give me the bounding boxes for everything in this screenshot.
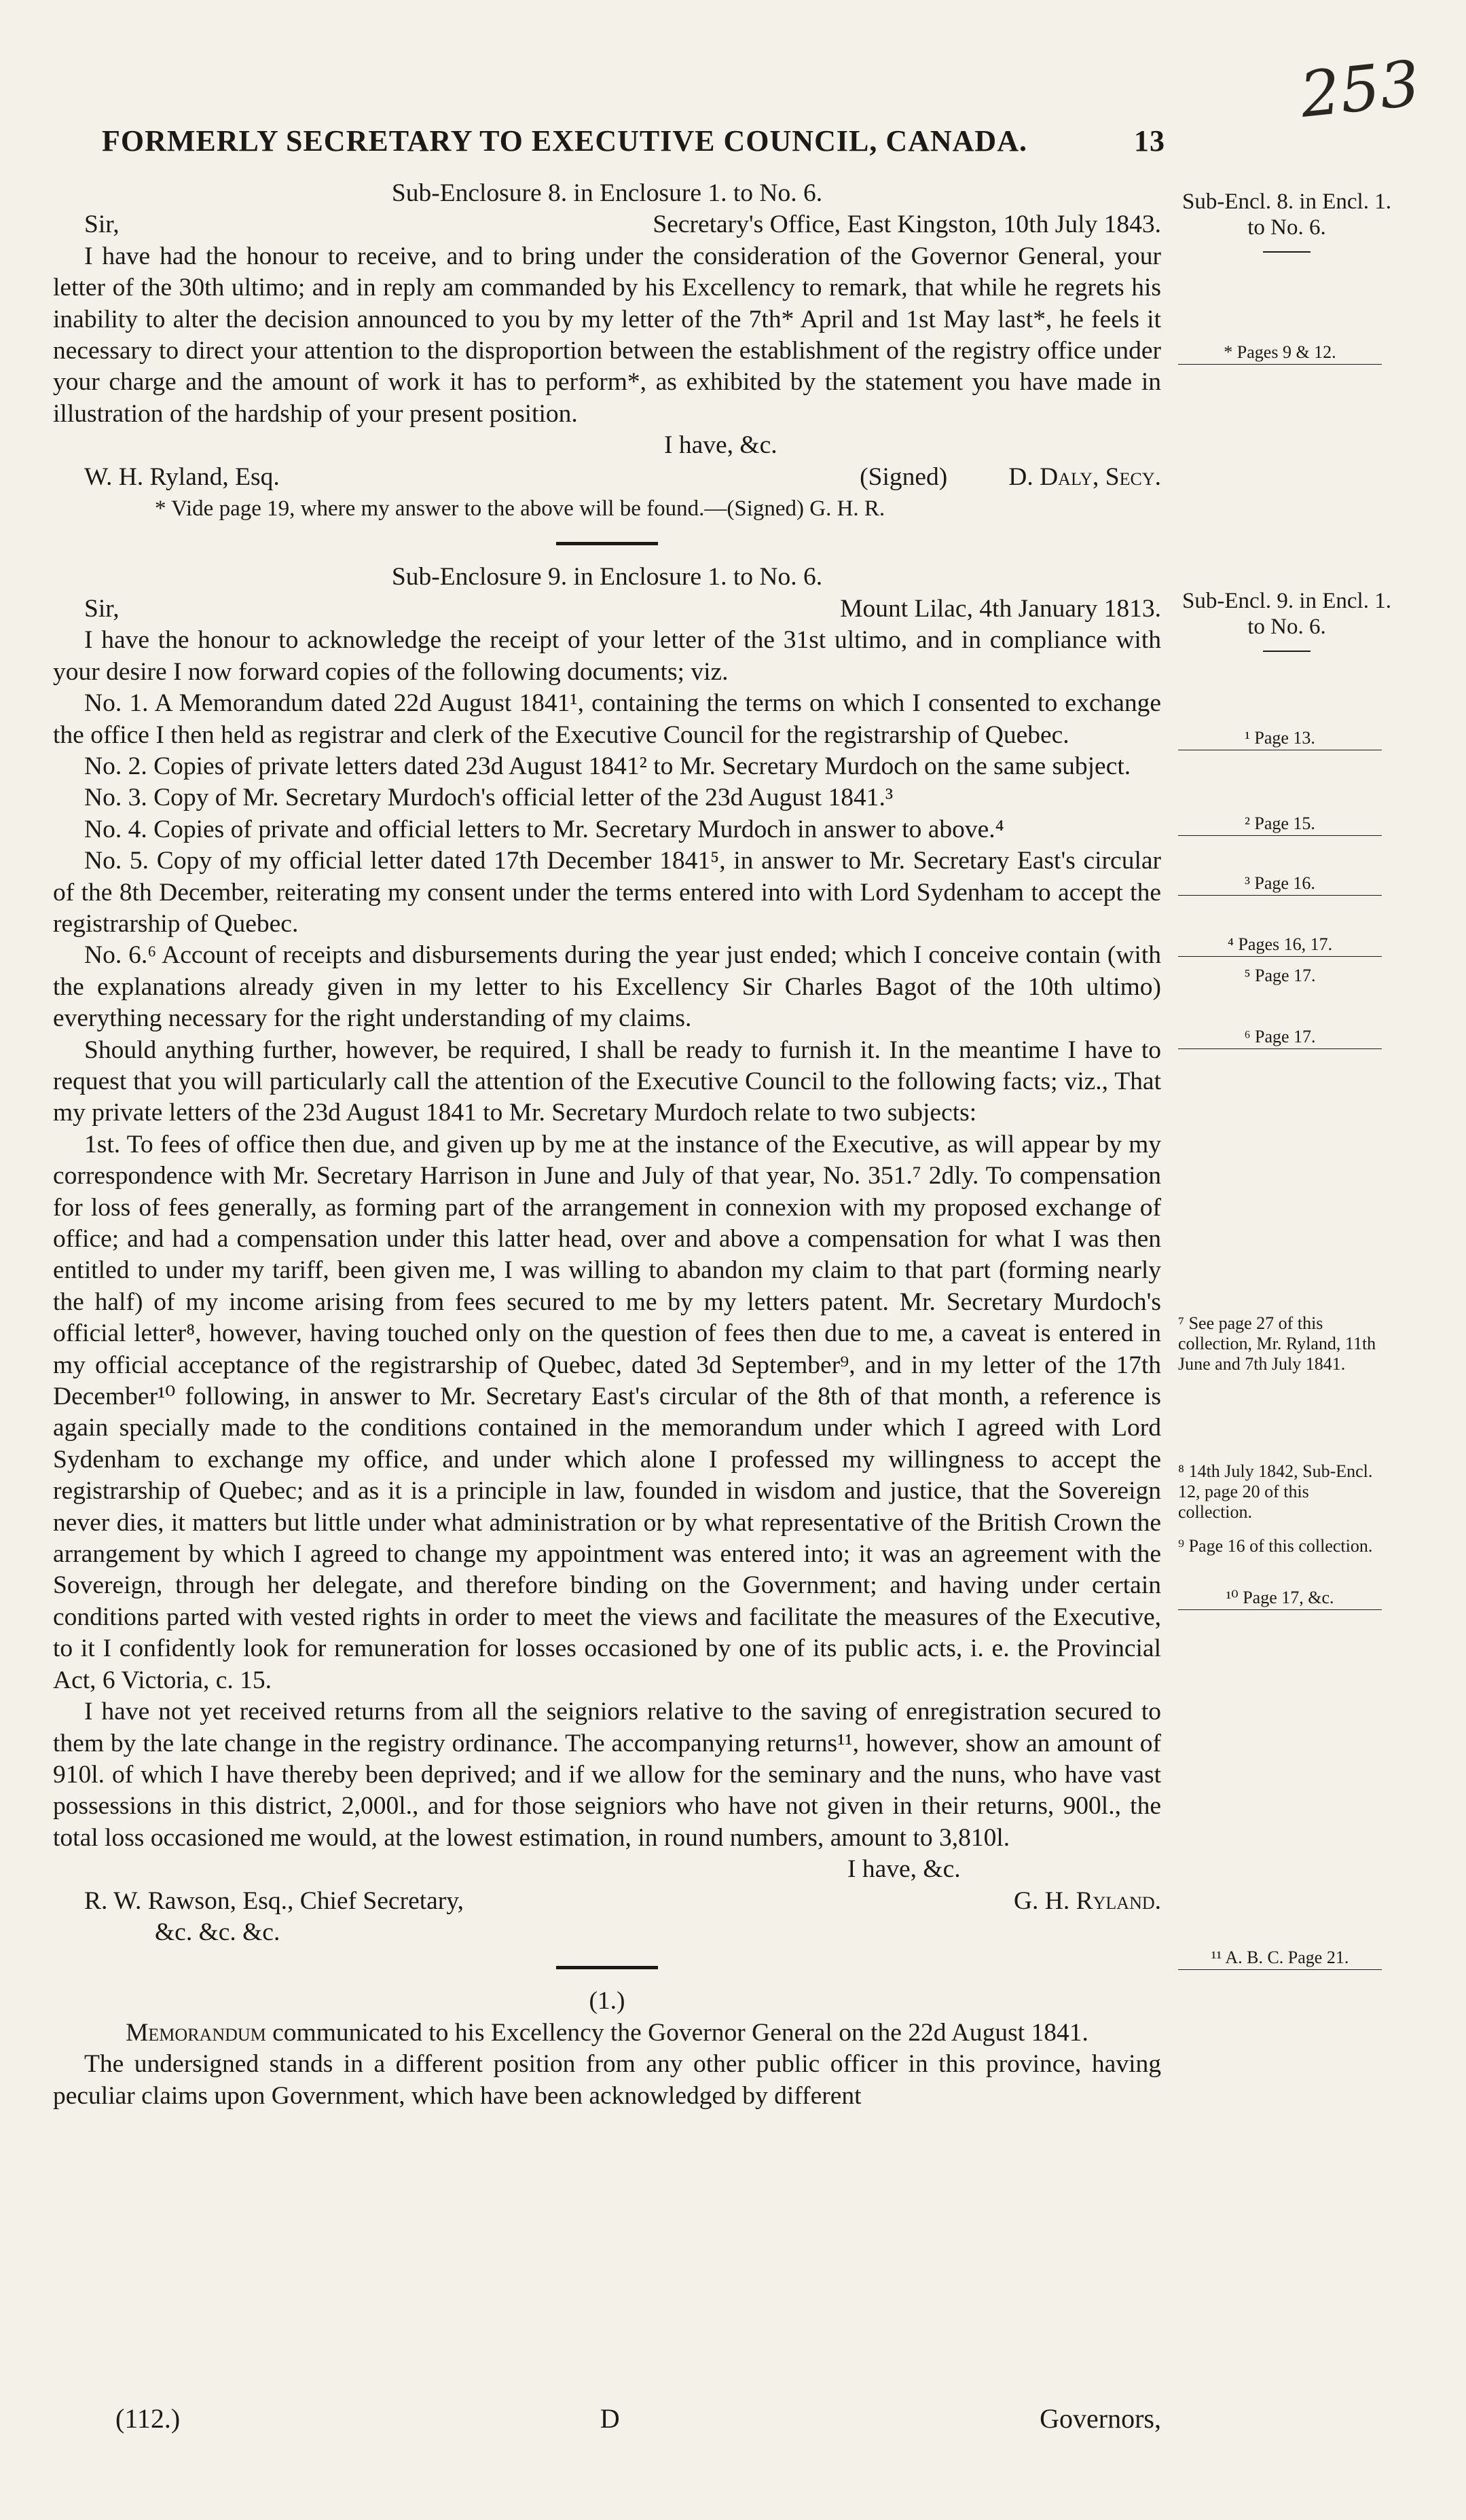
memorandum-body: The undersigned stands in a different position from any other public officer in this province, having peculiar claims upon Government, which have been acknowledged by different — [53, 2050, 1161, 2110]
enclosure9-salutation: Sir, — [84, 594, 120, 623]
memorandum-number: (1.) — [589, 1987, 625, 2015]
enclosure8-signatory: D. Daly, Secy. — [1008, 462, 1161, 491]
enclosure9-item-3: No. 3. Copy of Mr. Secretary Murdoch's official letter of the 23d August 1841.³ — [84, 784, 894, 812]
handwritten-page-number: 253 — [1296, 47, 1423, 132]
enclosure9-signature-row — [53, 1886, 1161, 1917]
enclosure9-dateline: Mount Lilac, 4th January 1813. — [840, 594, 1161, 623]
enclosure9-item-5: No. 5. Copy of my official letter dated 17th December 1841⁵, in answer to Mr. Secretary East's circular of the 8th December, reiterating my consent under the terms entered into with Lord Sydenham to accept the registrarship of Quebec. — [53, 847, 1161, 938]
sidebar-enc8 — [1175, 189, 1399, 253]
enclosure9-addressee-etc: &c. &c. &c. — [155, 1918, 280, 1946]
footer-gathering-letter: D — [600, 2403, 620, 2434]
margin-note-6: ⁶ Page 17. — [1178, 1027, 1382, 1049]
sidebar-enc8-label: Sub-Encl. 8. in Encl. 1. to No. 6. — [1182, 189, 1391, 240]
footer-catchword: Governors, — [1040, 2403, 1161, 2434]
enclosure8-note: * Vide page 19, where my answer to the above will be found.—(Signed) G. H. R. — [155, 496, 885, 522]
enclosure9-addressee: R. W. Rawson, Esq., Chief Secretary, — [84, 1886, 464, 1915]
margin-note-9: ⁹ Page 16 of this collection. — [1178, 1536, 1373, 1556]
enclosure9-dateline-row — [53, 594, 1161, 625]
footer-signature-mark: (112.) — [115, 2403, 181, 2434]
margin-note-3: ³ Page 16. — [1178, 873, 1382, 896]
margin-note-7: ⁷ See page 27 of this collection, Mr. Ryland, 11th June and 7th July 1841. — [1178, 1313, 1376, 1374]
margin-note-2: ² Page 15. — [1178, 814, 1382, 836]
enclosure9-closing: I have, &c. — [847, 1855, 961, 1884]
enclosure9-paragraph-3: 1st. To fees of office then due, and given up by me at the instance of the Executive, as will appear by my correspondence with Mr. Secretary Harrison in June and July of that year, No. 351.⁷ 2dly. To compensation for loss of fees generally, as forming part of the arrangement in connexion with my proposed exchange of office; and had a compensation under this latter head, over and above a compensation for what I was then entitled to under my tariff, been given me, I was willing to abandon my claim to that part (forming nearly the half) of my income arising from fees secured to me by my letters patent. Mr. Secretary Murdoch's official letter⁸, however, having touched only on the question of fees then due to me, a caveat is entered in my official acceptance of the registrarship of Quebec, dated 3d September⁹, and in my letter of the 17th December¹⁰ following, in answer to Mr. Secretary East's circular of the 8th of that month, a reference is again specially made to the conditions contained in the memorandum under which I agreed with Lord Sydenham to exchange my office, and under which alone I professed my willingness to accept the registrarship of Quebec; and as it is a principle in law, founded in wisdom and justice, that the Sovereign never dies, it matters but little under what administration or by what representative of the British Crown the arrangement by which I agreed to change my appointment was entered into; it was an agreement with the Sovereign, through her delegate, and therefore binding on the Government; and having under certain conditions parted with vested rights in order to meet the views and facilitate the measures of the Executive, to it I confidently look for remuneration for losses occasioned by one of its public acts, i. e. the Provincial Act, 6 Victoria, c. 15. — [53, 1130, 1161, 1694]
page-footer — [115, 2403, 1161, 2434]
margin-note-10: ¹⁰ Page 17, &c. — [1178, 1588, 1382, 1610]
header-page-number: 13 — [1134, 124, 1165, 158]
enclosure9-paragraph-4: I have not yet received returns from all the seigniors relative to the saving of enregistration secured to them by the late change in the registry ordinance. The accompanying returns¹¹, however, show an amount of 910l. of which I have thereby been deprived; and if we allow for the seminary and the nuns, who have vast possessions in this district, 2,000l., and for those seigniors who have not given in their returns, 900l., the total loss occasioned me would, at the lowest estimation, in round numbers, amount to 3,810l. — [53, 1698, 1161, 1852]
enclosure9-paragraph-1: I have the honour to acknowledge the receipt of your letter of the 31st ultimo, and in compliance with your desire I now forward copies of the following documents; viz. — [53, 626, 1161, 686]
sidebar-enc9 — [1175, 588, 1399, 652]
enclosure9-item-1: No. 1. A Memorandum dated 22d August 1841¹, containing the terms on which I consented to exchange the office I then held as registrar and clerk of the Executive Council for the registrarship of Quebec. — [53, 689, 1161, 749]
section-divider — [556, 542, 658, 545]
enclosure8-dateline: Secretary's Office, East Kingston, 10th July 1843. — [653, 211, 1161, 239]
margin-note-1: ¹ Page 13. — [1178, 728, 1382, 750]
enclosure8-signed: (Signed) — [860, 462, 948, 491]
margin-note-5: ⁵ Page 17. — [1244, 966, 1316, 985]
running-header — [102, 124, 1165, 158]
enclosure8-salutation: Sir, — [84, 211, 120, 239]
memorandum-title-rest: communicated to his Excellency the Governor General on the 22d August 1841. — [272, 2018, 1088, 2047]
enclosure8-addressee: W. H. Ryland, Esq. — [84, 462, 280, 491]
enclosure9-item-2: No. 2. Copies of private letters dated 23d August 1841² to Mr. Secretary Murdoch on the same subject. — [84, 752, 1131, 780]
enclosure8-body: I have had the honour to receive, and to bring under the consideration of the Governor General, your letter of the 30th ultimo; and in reply am commanded by his Excellency to remark, that while he regrets his inability to alter the decision announced to you by my letter of the 7th* April and 1st May last*, he feels it necessary to direct your attention to the disproportion between the establishment of the registry office under your charge and the amount of work it has to perform*, as exhibited by the statement you have made in illustration of the hardship of your present position. — [53, 242, 1161, 428]
enclosure9-heading: Sub-Enclosure 9. in Enclosure 1. to No. 6. — [391, 563, 823, 591]
enclosure9-paragraph-2: Should anything further, however, be required, I shall be ready to furnish it. In the meantime I have to request that you will particularly call the attention of the Executive Council to the following facts; viz., That my private letters of the 23d August 1841 to Mr. Secretary Murdoch relate to two subjects: — [53, 1036, 1161, 1127]
enclosure9-signatory: G. H. Ryland. — [1013, 1886, 1161, 1915]
section-divider-2 — [556, 1966, 658, 1969]
margin-note-11: ¹¹ A. B. C. Page 21. — [1178, 1948, 1382, 1970]
margin-note-8: ⁸ 14th July 1842, Sub-Encl. 12, page 20 of this collection. — [1178, 1461, 1373, 1522]
main-text — [53, 178, 1161, 2112]
header-title: FORMERLY SECRETARY TO EXECUTIVE COUNCIL, CANADA. — [102, 124, 1027, 158]
sidebar-enc9-label: Sub-Encl. 9. in Encl. 1. to No. 6. — [1182, 589, 1391, 639]
margin-note-4: ⁴ Pages 16, 17. — [1178, 934, 1382, 957]
enclosure9-item-4: No. 4. Copies of private and official letters to Mr. Secretary Murdoch in answer to above.⁴ — [84, 815, 1004, 843]
margin-note-pages-9-12: * Pages 9 & 12. — [1178, 342, 1382, 365]
sidebar-enc8-dash — [1263, 251, 1311, 253]
enclosure8-dateline-row — [53, 209, 1161, 240]
enclosure8-closing: I have, &c. — [664, 431, 777, 460]
memorandum-title-lead: Memorandum — [126, 2018, 266, 2047]
enclosure8-signature-row — [53, 462, 1161, 493]
enclosure8-heading: Sub-Enclosure 8. in Enclosure 1. to No. 6. — [391, 179, 823, 207]
sidebar-enc9-dash — [1263, 651, 1311, 652]
memorandum-title — [53, 2017, 1161, 2049]
enclosure9-item-6: No. 6.⁶ Account of receipts and disbursements during the year just ended; which I conceive contain (with the explanations already given in my letter to his Excellency Sir Charles Bagot of the 10th ultimo) everything necessary for the right understanding of my claims. — [53, 941, 1161, 1033]
